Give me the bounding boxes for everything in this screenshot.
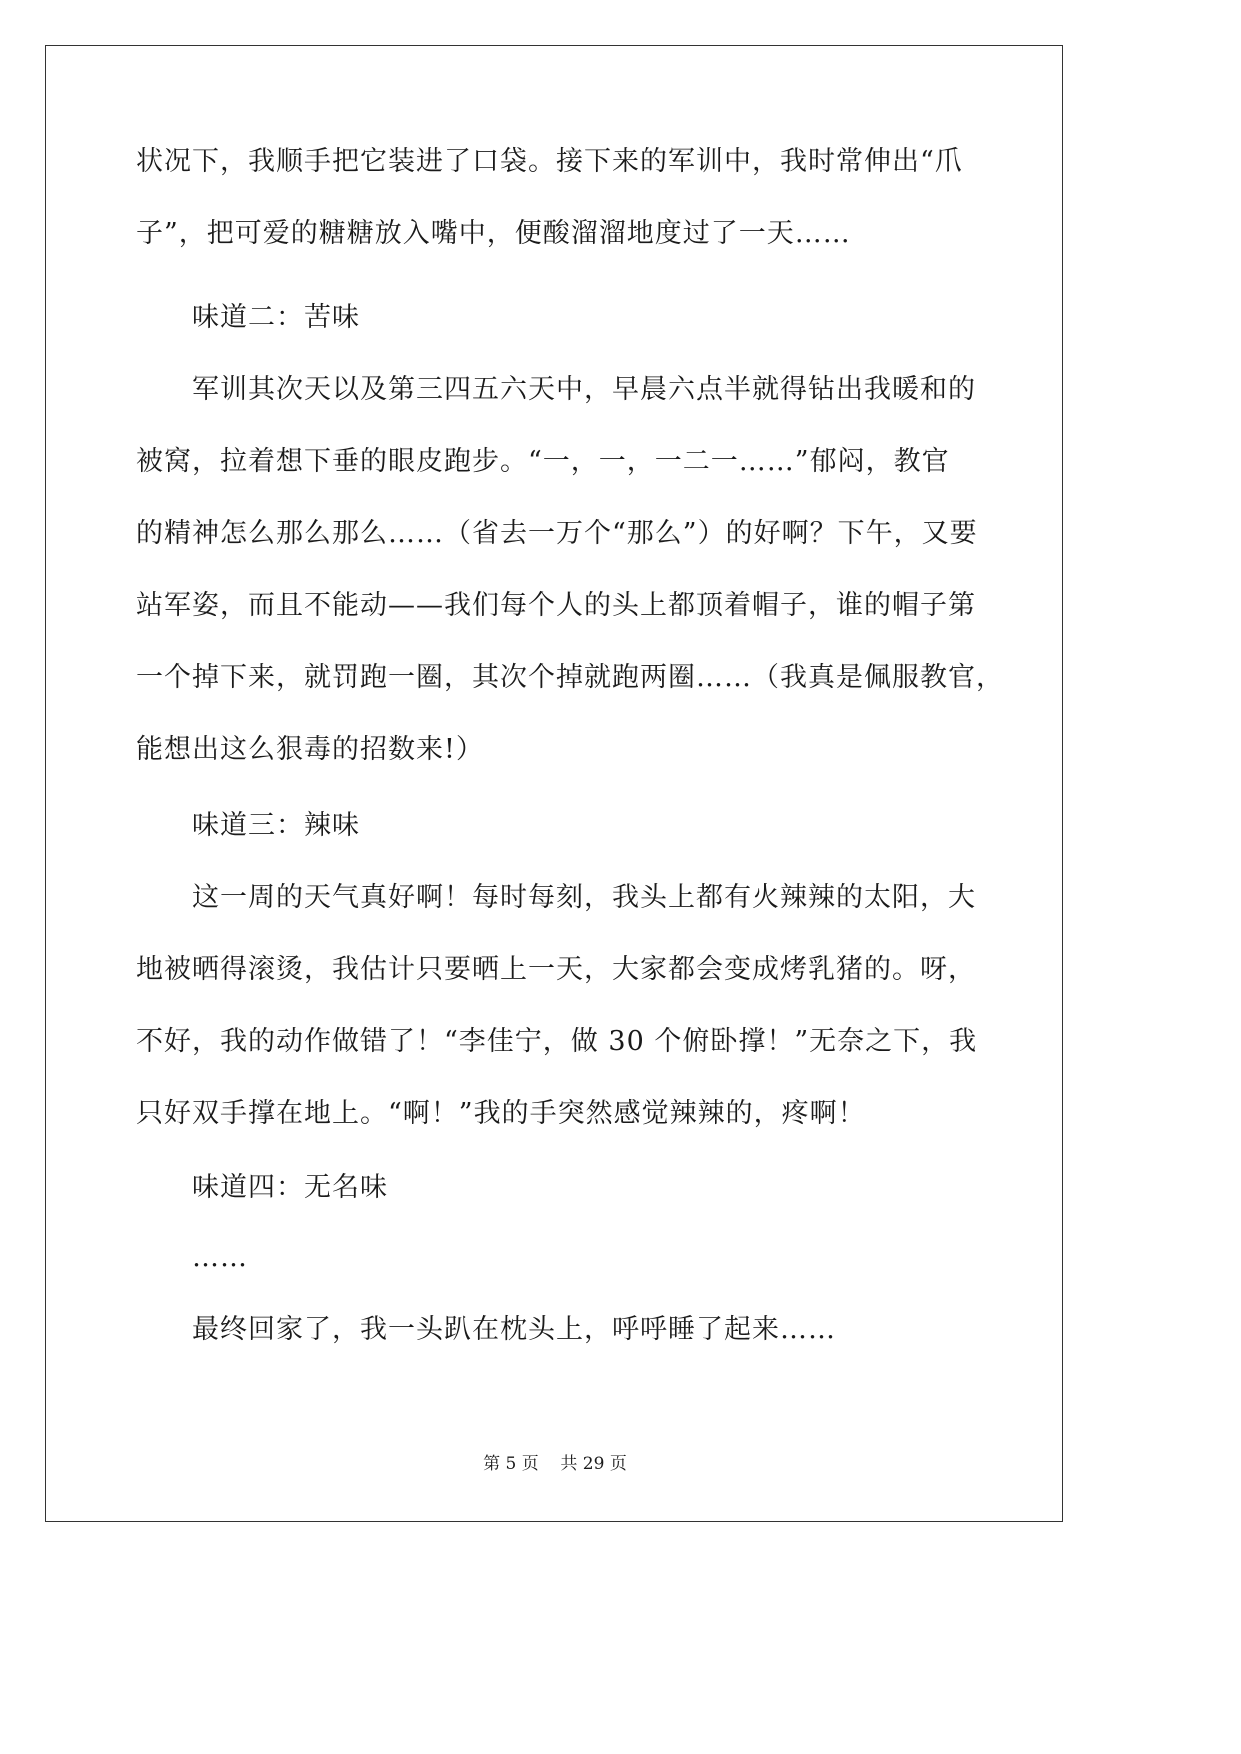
text-line: 的精神怎么那么那么……（省去一万个“那么”）的好啊？下午，又要	[136, 518, 978, 549]
text-line: 被窝，拉着想下垂的眼皮跑步。“一，一，一二一……”郁闷，教官	[136, 446, 950, 477]
text-line: 不好，我的动作做错了！“李佳宁，做 30 个俯卧撑！”无奈之下，我	[136, 1026, 978, 1057]
section-heading: 味道三：辣味	[192, 810, 360, 841]
text-line: 状况下，我顺手把它装进了口袋。接下来的军训中，我时常伸出“爪	[136, 146, 963, 177]
section-heading: 味道四：无名味	[192, 1172, 388, 1203]
section-heading: 味道二：苦味	[192, 302, 360, 333]
text-line: 最终回家了，我一头趴在枕头上，呼呼睡了起来……	[192, 1314, 836, 1345]
text-line: 只好双手撑在地上。“啊！”我的手突然感觉辣辣的，疼啊！	[136, 1098, 866, 1129]
text-line: 一个掉下来，就罚跑一圈，其次个掉就跑两圈……（我真是佩服教官，	[136, 662, 1004, 693]
text-line: 能想出这么狠毒的招数来!）	[136, 734, 484, 765]
text-line: 站军姿，而且不能动——我们每个人的头上都顶着帽子，谁的帽子第	[136, 590, 976, 621]
page-number: 第 5 页	[483, 1454, 539, 1474]
page-border	[45, 45, 1063, 1522]
total-pages: 共 29 页	[560, 1454, 627, 1474]
text-line: 地被晒得滚烫，我估计只要晒上一天，大家都会变成烤乳猪的。呀，	[136, 954, 976, 985]
text-line: 军训其次天以及第三四五六天中，早晨六点半就得钻出我暖和的	[192, 374, 976, 405]
text-line: 子”，把可爱的糖糖放入嘴中，便酸溜溜地度过了一天……	[136, 218, 851, 249]
page-footer	[0, 1452, 1110, 1476]
text-line: 这一周的天气真好啊！每时每刻，我头上都有火辣辣的太阳，大	[192, 882, 976, 913]
ellipsis-line: ……	[192, 1242, 248, 1273]
